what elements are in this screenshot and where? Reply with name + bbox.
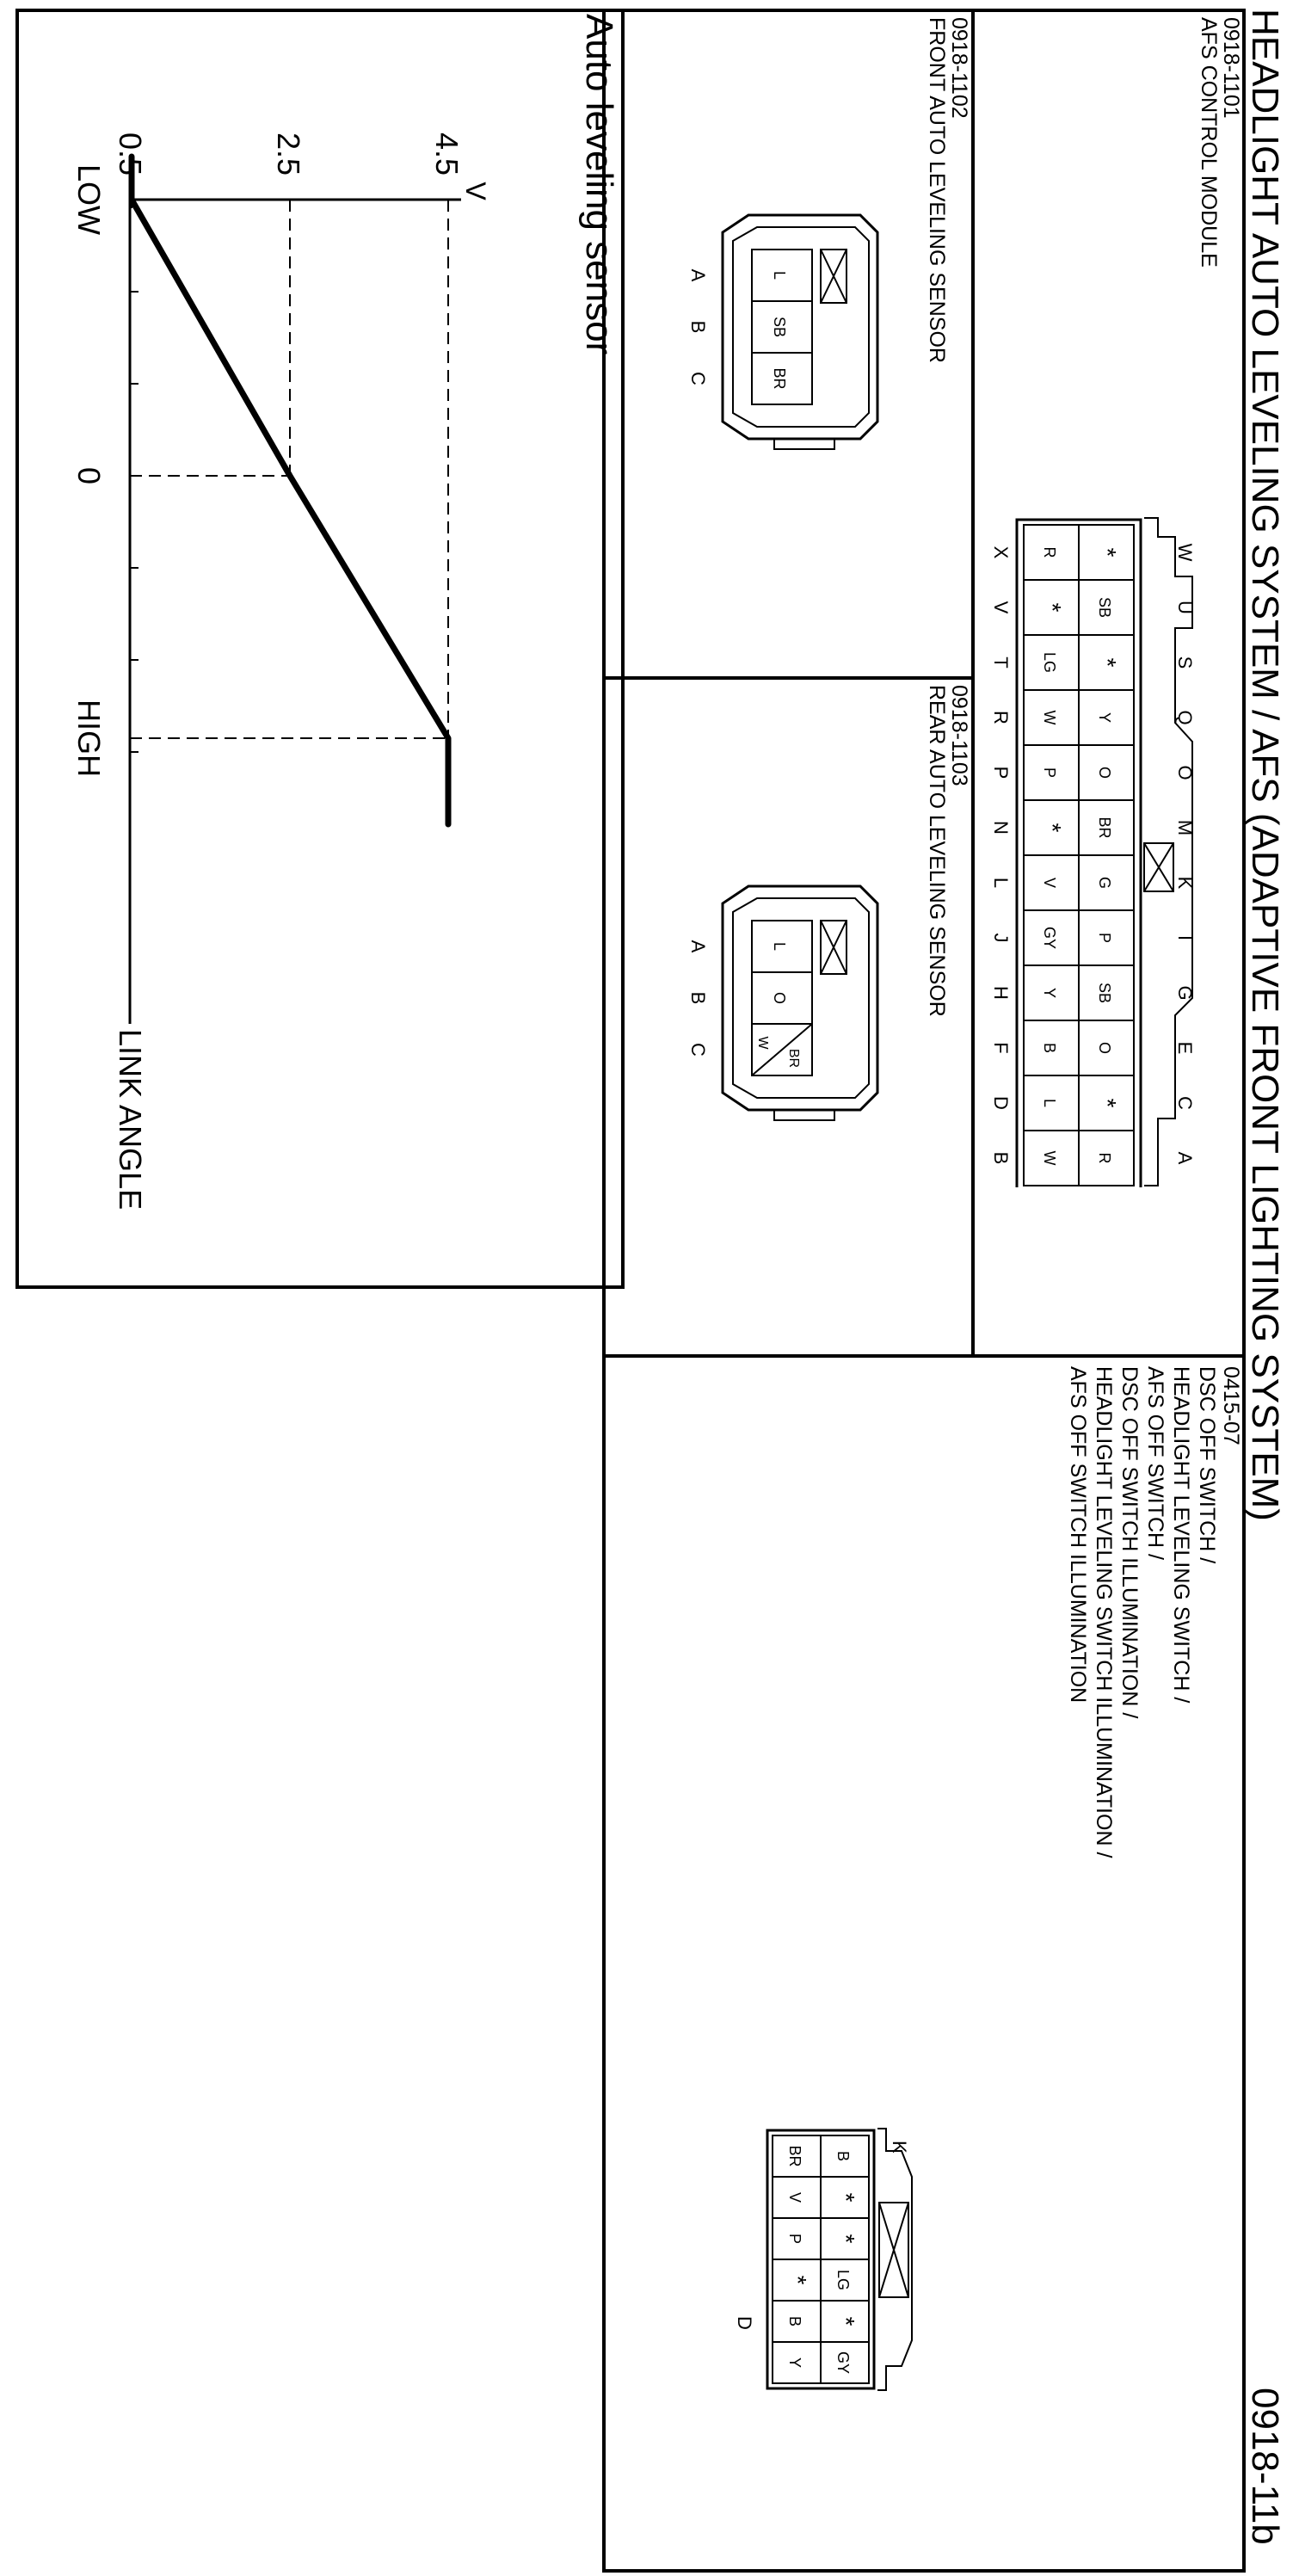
afs-module-code: 0918-1101	[1219, 17, 1243, 119]
afs-terminal-letter: X	[990, 545, 1012, 559]
afs-terminal-letter: A	[1174, 1151, 1196, 1165]
rear-sensor-code: 0918-1103	[947, 685, 971, 786]
afs-terminal-letter: B	[990, 1151, 1012, 1165]
afs-terminal-letter: F	[990, 1042, 1012, 1054]
dsc-pin-label: GY	[834, 2351, 852, 2375]
dsc-switch-name-line: DSC OFF SWITCH ILLUMINATION /	[1117, 1366, 1142, 1719]
afs-pin-label: Y	[1041, 987, 1058, 999]
afs-pin-label: *	[1039, 602, 1066, 613]
graph-y-tick-label: 2.5	[271, 132, 306, 176]
afs-terminal-letter: G	[1174, 985, 1196, 1001]
afs-pin-label: W	[1041, 710, 1058, 725]
afs-terminal-letter: D	[990, 1096, 1012, 1110]
front-sensor-pin-label: BR	[771, 367, 788, 390]
afs-pin-label: *	[1039, 823, 1066, 833]
front-sensor-pin-label: L	[771, 270, 788, 280]
afs-pin-label: W	[1041, 1150, 1058, 1166]
afs-terminal-letter: J	[990, 933, 1012, 943]
afs-pin-label: L	[1041, 1098, 1058, 1108]
rear-sensor-pin-label: W	[755, 1036, 770, 1050]
afs-terminal-letter: P	[990, 766, 1012, 780]
afs-pin-label: O	[1096, 766, 1113, 780]
front-sensor-name: FRONT AUTO LEVELING SENSOR	[925, 17, 949, 363]
rear-sensor-connector-drawing	[654, 869, 895, 1127]
afs-pin-label: O	[1096, 1041, 1113, 1055]
sensor-graph-chart	[15, 9, 625, 1289]
dsc-terminal-letter: D	[734, 2316, 755, 2330]
rear-sensor-pin-label: L	[771, 941, 788, 952]
graph-y-tick-label: 4.5	[429, 132, 465, 176]
front-sensor-connector-latch	[774, 439, 834, 449]
front-sensor-pin-label: SB	[771, 316, 788, 338]
afs-terminal-letter: N	[990, 821, 1012, 835]
rear-sensor-name: REAR AUTO LEVELING SENSOR	[925, 685, 949, 1017]
afs-terminal-letter: M	[1174, 819, 1196, 836]
dsc-pin-label: *	[833, 2192, 859, 2203]
front-sensor-connector-drawing	[654, 198, 895, 456]
afs-terminal-letter: Q	[1174, 710, 1196, 725]
afs-pin-label: GY	[1041, 926, 1058, 950]
front-sensor-terminal-letter: C	[687, 372, 709, 385]
dsc-pin-label: B	[786, 2315, 803, 2327]
dsc-pin-label: *	[833, 2316, 859, 2326]
afs-terminal-letter: V	[990, 601, 1012, 614]
afs-pin-label: B	[1041, 1042, 1058, 1054]
afs-terminal-letter: K	[1174, 876, 1196, 890]
afs-terminal-letter: L	[990, 877, 1012, 889]
dsc-switch-code: 0415-07	[1219, 1366, 1243, 1445]
dsc-connector-lock-cross	[879, 2203, 908, 2297]
afs-pin-label: SB	[1096, 596, 1113, 619]
afs-pin-label: P	[1041, 767, 1058, 779]
dsc-pin-label: V	[786, 2191, 803, 2203]
afs-pin-label: LG	[1041, 651, 1058, 674]
front-sensor-code: 0918-1102	[947, 17, 971, 119]
afs-terminal-letter: H	[990, 986, 1012, 1000]
graph-y-tick-label: 0.5	[113, 132, 148, 176]
afs-terminal-letter: C	[1174, 1096, 1196, 1110]
dsc-pin-label: Y	[786, 2357, 803, 2369]
dsc-switch-name-line: HEADLIGHT LEVELING SWITCH /	[1169, 1366, 1193, 1704]
dsc-pin-label: LG	[834, 2269, 852, 2291]
graph-x-tick-label: HIGH	[71, 699, 107, 777]
afs-pin-label: *	[1094, 657, 1121, 668]
page-number: 0918-11b	[1244, 2388, 1286, 2545]
afs-terminal-letter: S	[1174, 656, 1196, 669]
rear-sensor-pin-label: BR	[786, 1048, 801, 1069]
rear-sensor-pin-label: O	[771, 991, 788, 1005]
afs-pin-label: V	[1041, 877, 1058, 889]
dsc-pin-label: *	[785, 2275, 811, 2285]
dsc-connector-shell	[877, 2129, 912, 2390]
front-sensor-terminal-letter: A	[687, 268, 709, 282]
graph-x-tick-label: LOW	[71, 163, 107, 236]
dsc-switch-name-line: DSC OFF SWITCH /	[1195, 1366, 1219, 1564]
graph-y-unit: V	[460, 182, 491, 200]
dsc-pin-label: B	[834, 2150, 852, 2162]
dsc-switch-name-line: AFS OFF SWITCH ILLUMINATION	[1066, 1366, 1090, 1704]
afs-pin-label: P	[1096, 932, 1113, 944]
rear-sensor-terminal-letter: C	[687, 1043, 709, 1057]
afs-pin-label: BR	[1096, 817, 1113, 839]
afs-terminal-letter: O	[1174, 765, 1196, 780]
graph-x-axis-label: LINK ANGLE	[113, 1029, 148, 1211]
front-sensor-connector-lock-cross	[821, 250, 847, 303]
graph-x-tick-label: 0	[71, 466, 107, 485]
afs-pin-label: SB	[1096, 982, 1113, 1004]
dsc-pin-label: *	[833, 2234, 859, 2244]
rear-sensor-terminal-letter: B	[687, 991, 709, 1005]
rear-sensor-connector-latch	[774, 1110, 834, 1120]
afs-module-name: AFS CONTROL MODULE	[1197, 17, 1221, 268]
afs-terminal-letter: R	[990, 711, 1012, 724]
dsc-switch-name-line: HEADLIGHT LEVELING SWITCH ILLUMINATION /	[1092, 1366, 1116, 1858]
afs-terminal-letter: W	[1174, 543, 1196, 562]
rear-sensor-terminal-letter: A	[687, 940, 709, 953]
dsc-pin-label: P	[786, 2233, 803, 2245]
afs-terminal-letter: E	[1174, 1041, 1196, 1055]
afs-terminal-letter: T	[990, 656, 1012, 669]
afs-terminal-letter: I	[1174, 934, 1196, 941]
dsc-terminal-letter: K	[889, 2141, 910, 2154]
afs-pin-label: R	[1041, 546, 1058, 558]
dsc-switch-name	[1065, 1366, 1220, 1858]
afs-pin-label: *	[1094, 547, 1121, 558]
dsc-switch-connector-drawing	[705, 2125, 920, 2400]
afs-pin-label: Y	[1096, 712, 1113, 724]
afs-terminal-letter: U	[1174, 601, 1196, 614]
afs-pin-label: *	[1094, 1098, 1121, 1108]
dsc-switch-name-line: AFS OFF SWITCH /	[1143, 1366, 1167, 1560]
rear-sensor-connector-lock-cross	[821, 921, 847, 974]
dsc-pin-label: BR	[786, 2145, 803, 2167]
afs-pin-label: R	[1096, 1152, 1113, 1164]
afs-pin-label: G	[1096, 876, 1113, 890]
page-title: HEADLIGHT AUTO LEVELING SYSTEM / AFS (ADAPTIVE FRONT LIGHTING SYSTEM)	[1244, 9, 1286, 1521]
sensor-graph-title: Auto leveling sensor	[578, 14, 620, 355]
afs-connector-lock-cross	[1144, 843, 1173, 891]
front-sensor-terminal-letter: B	[687, 320, 709, 334]
afs-connector-drawing	[981, 516, 1196, 1187]
